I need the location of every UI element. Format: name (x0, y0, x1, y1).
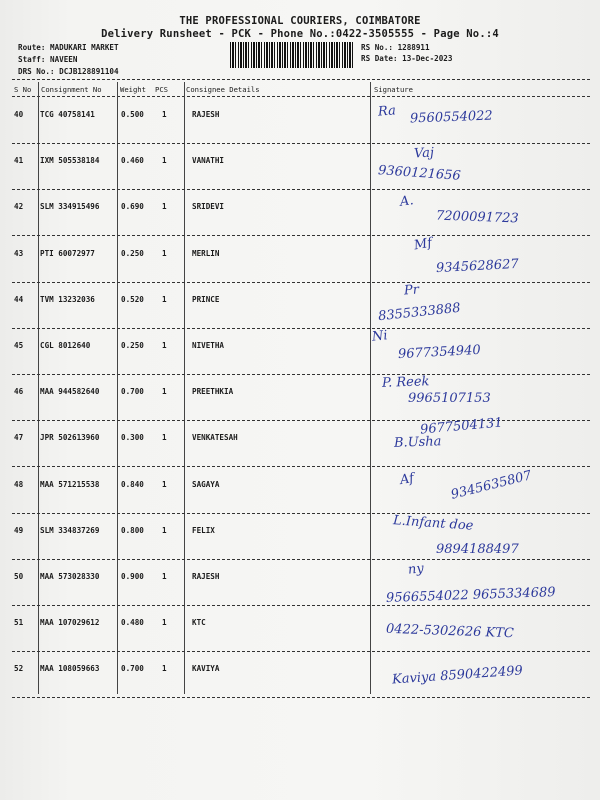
table-row (0, 468, 600, 514)
cell-sno: 43 (14, 248, 24, 258)
table-row (0, 329, 600, 375)
cell-consignment: TCG 40758141 (40, 110, 95, 119)
cell-sno: 51 (14, 618, 24, 628)
table-row (0, 652, 600, 698)
cell-consignment: JPR 502613960 (40, 433, 100, 443)
cell-consignee: RAJESH (192, 572, 220, 581)
cell-pcs: 1 (162, 618, 167, 628)
cell-weight: 0.480 (121, 618, 144, 628)
rs-date: RS Date: 13-Dec-2023 (361, 54, 453, 63)
cell-sno: 40 (14, 110, 24, 119)
drs-number: DRS No.: DCJB128891104 (18, 67, 119, 76)
barcode (230, 42, 354, 68)
cell-weight: 0.690 (121, 202, 144, 212)
cell-pcs: 1 (162, 294, 167, 304)
cell-weight: 0.300 (121, 433, 144, 443)
cell-weight: 0.250 (121, 341, 144, 350)
cell-sno: 41 (14, 156, 24, 166)
cell-pcs: 1 (162, 156, 167, 166)
cell-consignment: SLM 334915496 (40, 202, 100, 212)
signature-phone: 9360121656 (377, 163, 462, 185)
signature-phone: B.Usha (393, 434, 442, 452)
cell-pcs: 1 (162, 572, 167, 581)
cell-pcs: 1 (162, 525, 167, 535)
cell-consignee: KTC (192, 618, 206, 628)
signature-mark: 9677504131 (419, 415, 504, 438)
cell-consignee: NIVETHA (192, 341, 225, 350)
signature-phone: 9677354940 (397, 342, 482, 363)
cell-consignment: PTI 60072977 (40, 248, 95, 258)
cell-consignee: PREETHKIA (192, 387, 234, 397)
document-subtitle: Delivery Runsheet - PCK - Phone No.:0422-3505555 - Page No.:4 (101, 28, 499, 40)
cell-weight: 0.700 (121, 387, 144, 397)
signature-phone: 0422-5302626 KTC (385, 621, 515, 642)
cell-weight: 0.250 (121, 248, 144, 258)
signature-phone: 9894188497 (436, 541, 519, 557)
cell-sno: 49 (14, 525, 24, 535)
signature-mark: A. (399, 193, 415, 211)
table-row (0, 415, 600, 467)
signature-phone: 8355333888 (377, 300, 462, 325)
cell-consignment: SLM 334837269 (40, 525, 100, 535)
signature-phone: 9345635807 (449, 467, 534, 503)
signature-phone: 9965107153 (408, 391, 491, 407)
row-divider (12, 697, 590, 698)
cell-pcs: 1 (162, 341, 167, 350)
cell-weight: 0.840 (121, 479, 144, 489)
cell-consignee: VENKATESAH (192, 433, 238, 443)
cell-sno: 42 (14, 202, 24, 212)
cell-consignment: CGL 8012640 (40, 341, 91, 350)
cell-consignment: IXM 505538184 (40, 156, 100, 166)
cell-pcs: 1 (162, 664, 167, 674)
cell-consignee: VANATHI (192, 156, 225, 166)
column-header-signature: Signature (374, 85, 413, 94)
table-row (0, 283, 600, 329)
table-row (0, 560, 600, 606)
signature-mark: L.Infant doe (392, 513, 474, 534)
document-title: THE PROFESSIONAL COURIERS, COIMBATORE (179, 15, 421, 27)
cell-consignee: RAJESH (192, 110, 220, 119)
cell-weight: 0.800 (121, 525, 144, 535)
signature-mark: Mf (412, 235, 434, 254)
cell-consignment: MAA 573028330 (40, 572, 100, 581)
cell-sno: 50 (14, 572, 24, 581)
cell-weight: 0.500 (121, 110, 144, 119)
signature-mark: Vaj (413, 145, 435, 162)
column-header-weight: Weight (120, 85, 146, 94)
header-bottom-divider (12, 96, 590, 97)
cell-consignee: MERLIN (192, 248, 220, 258)
signature-mark: Ra (377, 103, 397, 120)
signature-mark: P. Reek (381, 374, 430, 392)
cell-sno: 52 (14, 664, 24, 674)
signature-phone: 7200091723 (435, 208, 519, 227)
cell-consignment: MAA 944582640 (40, 387, 100, 397)
signature-phone: 9566554022 9655334689 (385, 585, 556, 606)
signature-mark: Af (398, 470, 416, 488)
signature-mark: Ni (371, 328, 389, 345)
table-row (0, 98, 600, 144)
column-header-pcs: PCS (155, 85, 168, 94)
cell-weight: 0.460 (121, 156, 144, 166)
header-top-divider (12, 79, 590, 80)
cell-pcs: 1 (162, 110, 167, 119)
cell-sno: 48 (14, 479, 24, 489)
cell-pcs: 1 (162, 202, 167, 212)
cell-sno: 45 (14, 341, 24, 350)
cell-consignment: MAA 108059663 (40, 664, 100, 674)
cell-weight: 0.520 (121, 294, 144, 304)
table-row (0, 375, 600, 421)
table-row (0, 190, 600, 236)
cell-consignee: SRIDEVI (192, 202, 225, 212)
signature-phone: 9345628627 (435, 256, 520, 276)
cell-pcs: 1 (162, 248, 167, 258)
table-row (0, 237, 600, 283)
column-header-consignee: Consignee Details (186, 85, 260, 94)
rs-number: RS No.: 1288911 (361, 43, 430, 52)
cell-pcs: 1 (162, 387, 167, 397)
cell-sno: 44 (14, 294, 24, 304)
signature-phone: 9560554022 (409, 108, 493, 127)
cell-weight: 0.900 (121, 572, 144, 581)
cell-consignee: KAVIYA (192, 664, 220, 674)
table-row (0, 144, 600, 190)
signature-mark: ny (407, 561, 425, 578)
cell-consignment: TVM 13232036 (40, 294, 95, 304)
cell-pcs: 1 (162, 433, 167, 443)
signature-phone: Kaviya 8590422499 (391, 663, 524, 688)
staff-label: Staff: NAVEEN (18, 55, 78, 64)
signature-mark: Pr (403, 282, 420, 299)
column-header-consignment: Consignment No (41, 85, 102, 94)
table-row (0, 606, 600, 652)
cell-sno: 46 (14, 387, 24, 397)
cell-consignment: MAA 107029612 (40, 618, 100, 628)
cell-consignee: PRINCE (192, 294, 220, 304)
cell-weight: 0.700 (121, 664, 144, 674)
cell-sno: 47 (14, 433, 24, 443)
cell-consignee: SAGAYA (192, 479, 220, 489)
route-label: Route: MADUKARI MARKET (18, 43, 119, 52)
cell-pcs: 1 (162, 479, 167, 489)
column-header-sno: S No (14, 85, 32, 94)
table-row (0, 514, 600, 560)
cell-consignee: FELIX (192, 525, 215, 535)
cell-consignment: MAA 571215538 (40, 479, 100, 489)
